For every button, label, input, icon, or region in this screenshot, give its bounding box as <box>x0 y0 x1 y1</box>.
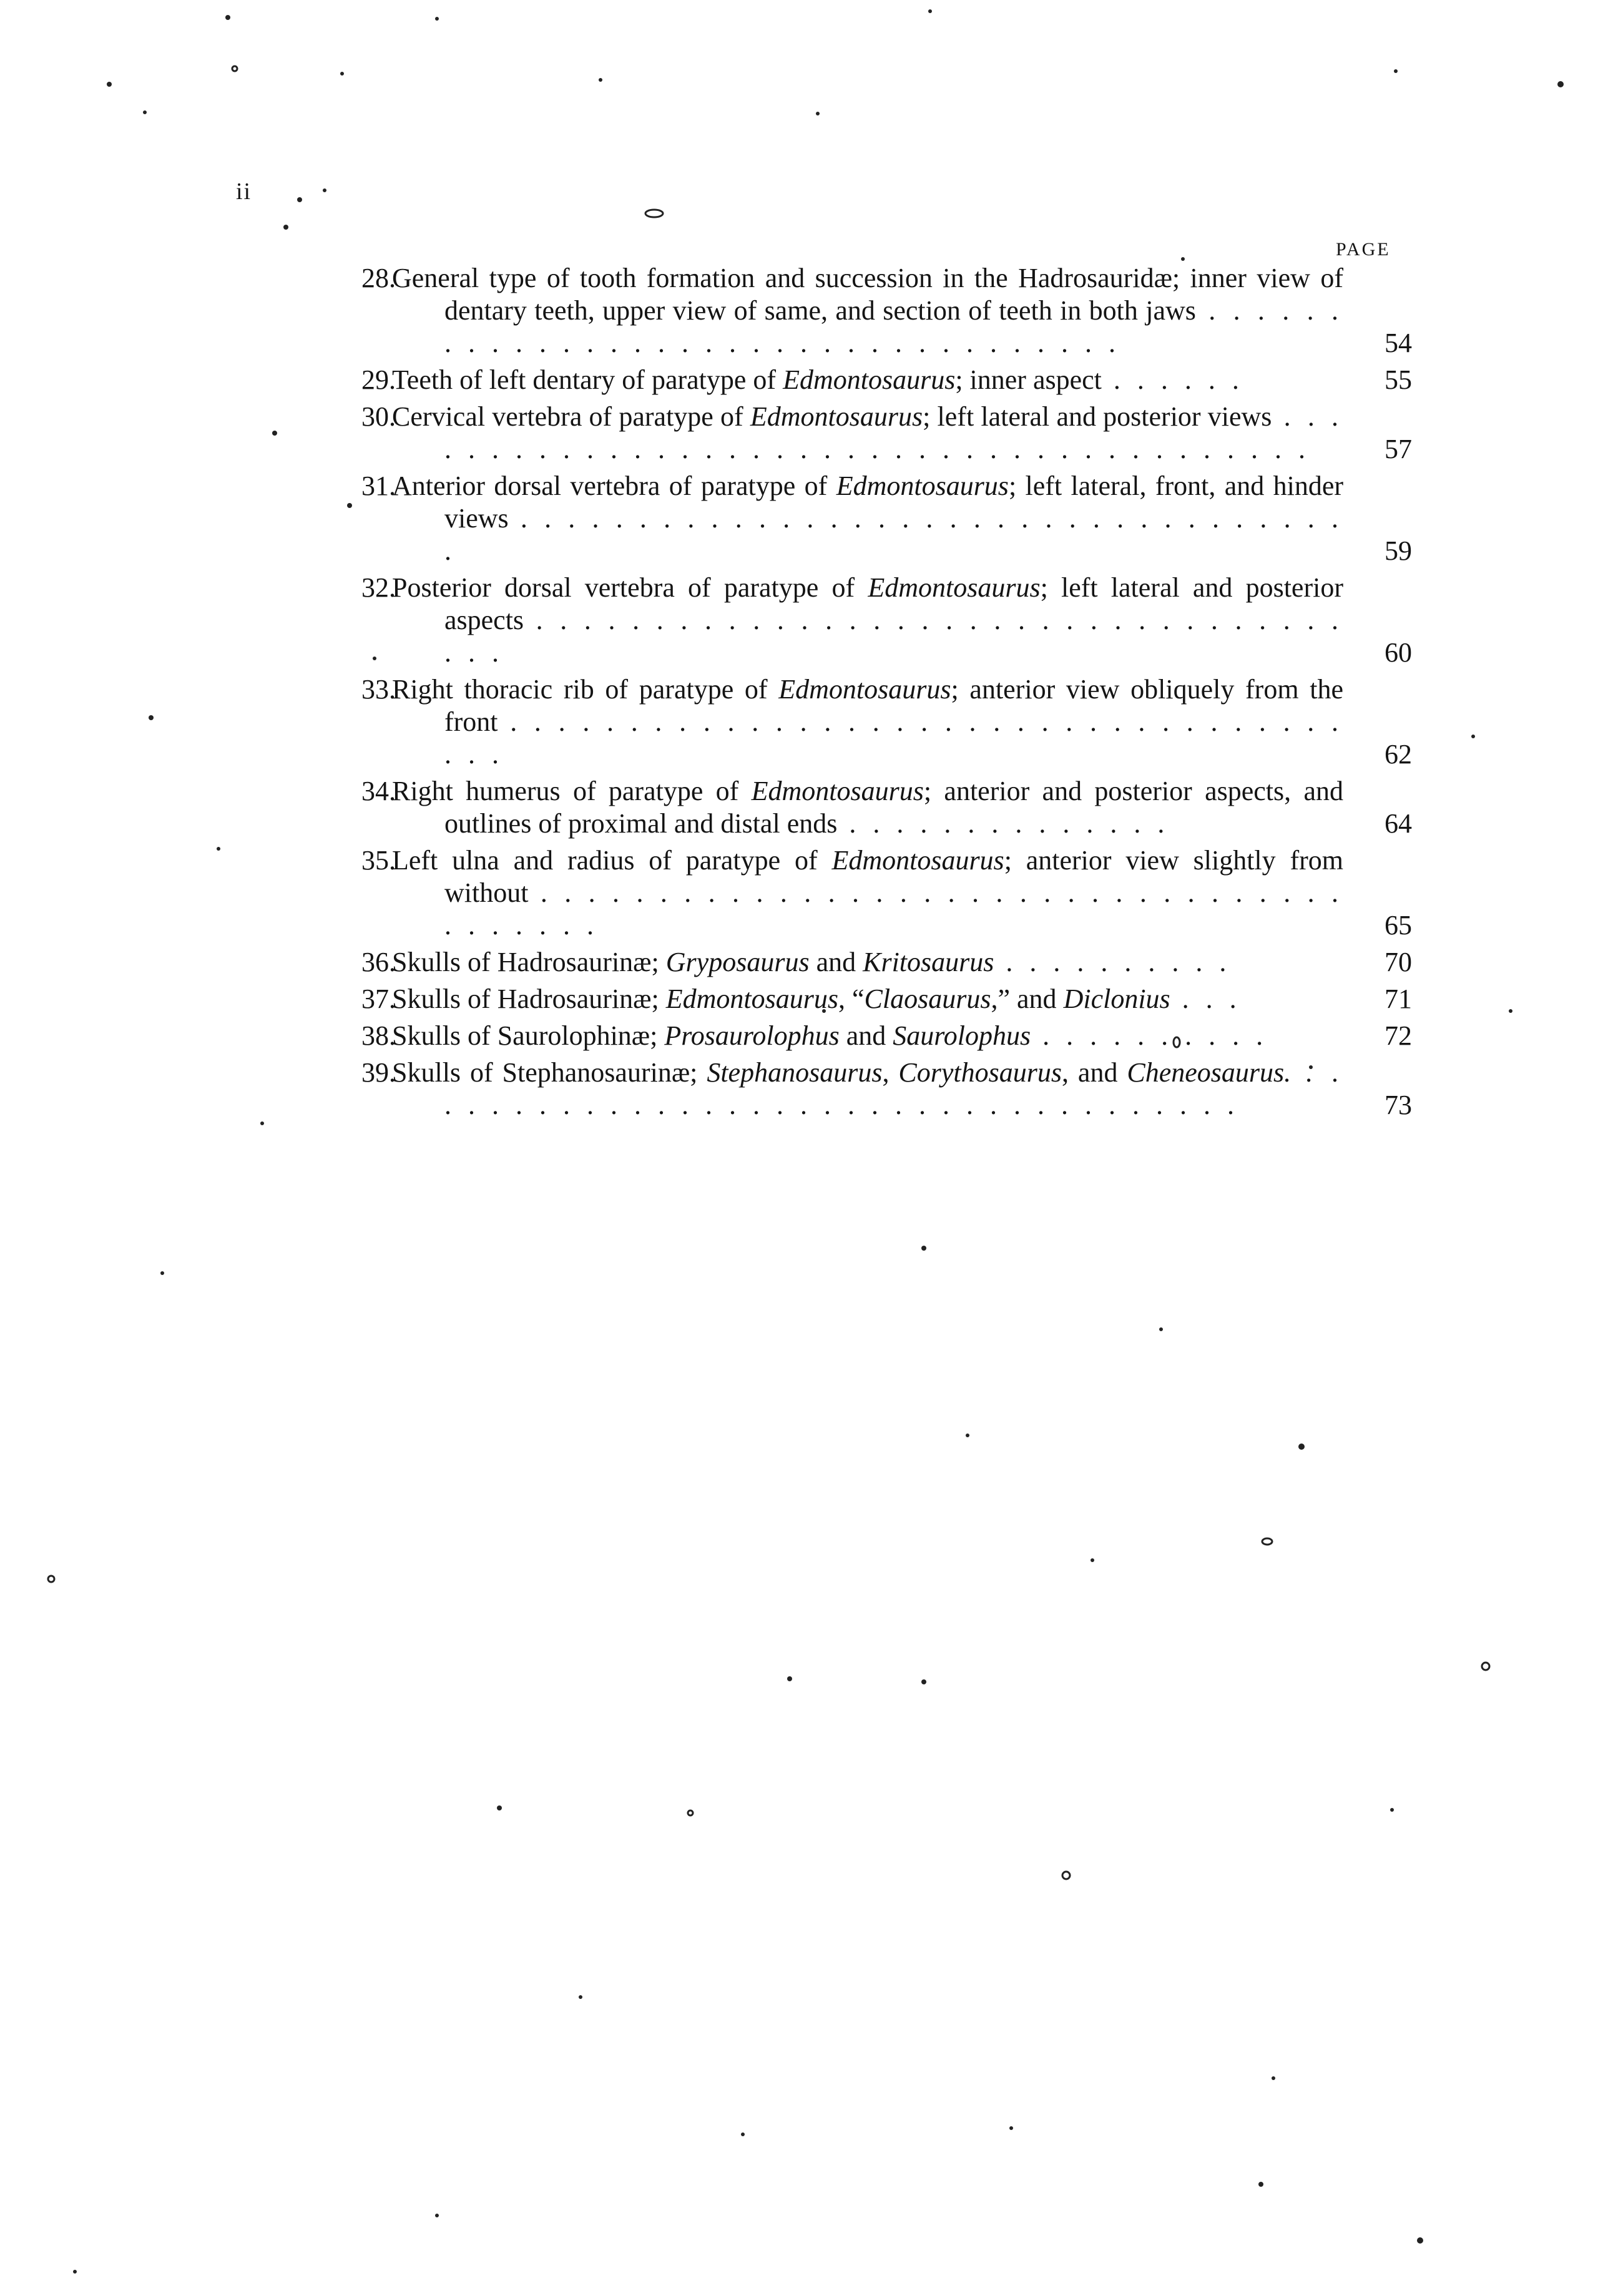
list-item <box>338 572 1412 669</box>
figure-caption: General type of tooth formation and succession in the Hadrosauridæ; inner view of dentary teeth, upper view of same, and section of teeth in both jaws . . . . . . . . . . . . . . . . . . . . . . . . . . . . . . . . . . . <box>392 263 1343 358</box>
figure-number: 31. <box>361 471 396 501</box>
illustration-list <box>338 262 1412 1126</box>
list-item <box>338 775 1412 840</box>
list-item <box>338 470 1412 567</box>
figure-number: 35. <box>361 845 396 876</box>
page-number: 57 <box>1385 434 1412 464</box>
page-number: 55 <box>1385 364 1412 395</box>
figure-number: 33. <box>361 674 396 705</box>
list-item <box>338 1020 1412 1052</box>
dot-leader: . . . . . . . . . . <box>994 947 1232 977</box>
list-item <box>338 364 1412 396</box>
dot-leader: . . . . . . . . . . . . . . . . . . . . . . . . . . . . . . . . . . . . . . . . . <box>444 877 1343 940</box>
list-item <box>338 401 1412 466</box>
figure-number: 34. <box>361 776 396 806</box>
list-item <box>338 262 1412 359</box>
page-number: 71 <box>1385 984 1412 1014</box>
folio: ii <box>236 178 252 205</box>
figure-caption: Skulls of Saurolophinæ; Prosaurolophus and Saurolophus . . . . . . . . . . <box>392 1020 1268 1051</box>
dot-leader: . . . . . . . . . . . . . . . . . . . . . . . . . . . . . . . . . . . <box>444 295 1343 358</box>
dot-leader: . . . . . . . . . . <box>1031 1020 1268 1051</box>
figure-caption: Right thoracic rib of paratype of Edmontosaurus; anterior view obliquely from the front . . . . . . . . . . . . . . . . . . . . . . . . . . . . . . . . . . . . . . <box>392 674 1343 769</box>
page-number: 64 <box>1385 808 1412 839</box>
dot-leader: . . . . . . . . . . . . . . . . . . . . . . . . . . . . . . . . . . . . . . <box>444 706 1343 769</box>
figure-caption: Cervical vertebra of paratype of Edmontosaurus; left lateral and posterior views . . . . . . . . . . . . . . . . . . . . . . . . . . . . . . . . . . . . . . . . <box>392 401 1344 464</box>
figure-number: 28. <box>361 263 396 293</box>
dot-leader: . . . . . . . . . . . . . . . . . . . . . . . . . . . . . . . . . . . . . <box>444 605 1343 668</box>
list-item <box>338 844 1412 942</box>
dot-leader: . . . <box>1170 984 1242 1014</box>
list-item <box>338 946 1412 979</box>
figure-caption: Posterior dorsal vertebra of paratype of Edmontosaurus; left lateral and posterior aspects . . . . . . . . . . . . . . . . . . . . . . . . . . . . . . . . . . . . . <box>392 572 1343 668</box>
page-number: 60 <box>1385 637 1412 668</box>
page-number: 72 <box>1385 1020 1412 1051</box>
page-number: 73 <box>1385 1090 1412 1120</box>
page-number: 65 <box>1385 910 1412 940</box>
figure-number: 36. <box>361 947 396 977</box>
figure-number: 29. <box>361 364 396 395</box>
figure-caption: Anterior dorsal vertebra of paratype of Edmontosaurus; left lateral, front, and hinder views . . . . . . . . . . . . . . . . . . . . . . . . . . . . . . . . . . . . <box>392 471 1344 566</box>
page-column-heading: PAGE <box>1336 239 1391 260</box>
page-number: 70 <box>1385 947 1412 977</box>
page-number: 54 <box>1385 328 1412 358</box>
dot-leader: . . . . . . . . . . . . . . . . . . . . . . . . . . . . . . . . . . . . . . . . <box>444 401 1344 464</box>
dot-leader: . . . . . . . . . . . . . . . . . . . . . . . . . . . . . . . . . . . . <box>444 1057 1344 1120</box>
figure-number: 32. <box>361 572 396 603</box>
figure-caption: Skulls of Hadrosaurinæ; Edmontosaurus, “Claosaurus,” and Diclonius . . . <box>392 984 1242 1014</box>
list-item <box>338 1057 1412 1121</box>
figure-caption: Right humerus of paratype of Edmontosaurus; anterior and posterior aspects, and outlines of proximal and distal ends . . . . . . . . . . . . . . <box>392 776 1343 839</box>
figure-number: 38. <box>361 1020 396 1051</box>
list-item <box>338 673 1412 771</box>
figure-number: 39. <box>361 1057 396 1088</box>
figure-number: 30. <box>361 401 396 432</box>
list-item <box>338 983 1412 1015</box>
figure-caption: Skulls of Hadrosaurinæ; Gryposaurus and Kritosaurus . . . . . . . . . . <box>392 947 1232 977</box>
page-number: 62 <box>1385 739 1412 769</box>
figure-caption: Skulls of Stephanosaurinæ; Stephanosaurus, Corythosaurus, and Cheneosaurus. . . . . . . . . . . . . . . . . . . . . . . . . . . . . . . . . . . . . <box>392 1057 1344 1120</box>
page-number: 59 <box>1385 535 1412 566</box>
figure-caption: Left ulna and radius of paratype of Edmontosaurus; anterior view slightly from without . . . . . . . . . . . . . . . . . . . . . . . . . . . . . . . . . . . . . . . . . <box>392 845 1343 940</box>
dot-leader: . . . . . . . . . . . . . . <box>837 808 1170 839</box>
figure-number: 37. <box>361 984 396 1014</box>
figure-caption: Teeth of left dentary of paratype of Edmontosaurus; inner aspect . . . . . . <box>392 364 1244 395</box>
dot-leader: . . . . . . <box>1101 364 1244 395</box>
dot-leader: . . . . . . . . . . . . . . . . . . . . . . . . . . . . . . . . . . . . <box>444 503 1343 566</box>
